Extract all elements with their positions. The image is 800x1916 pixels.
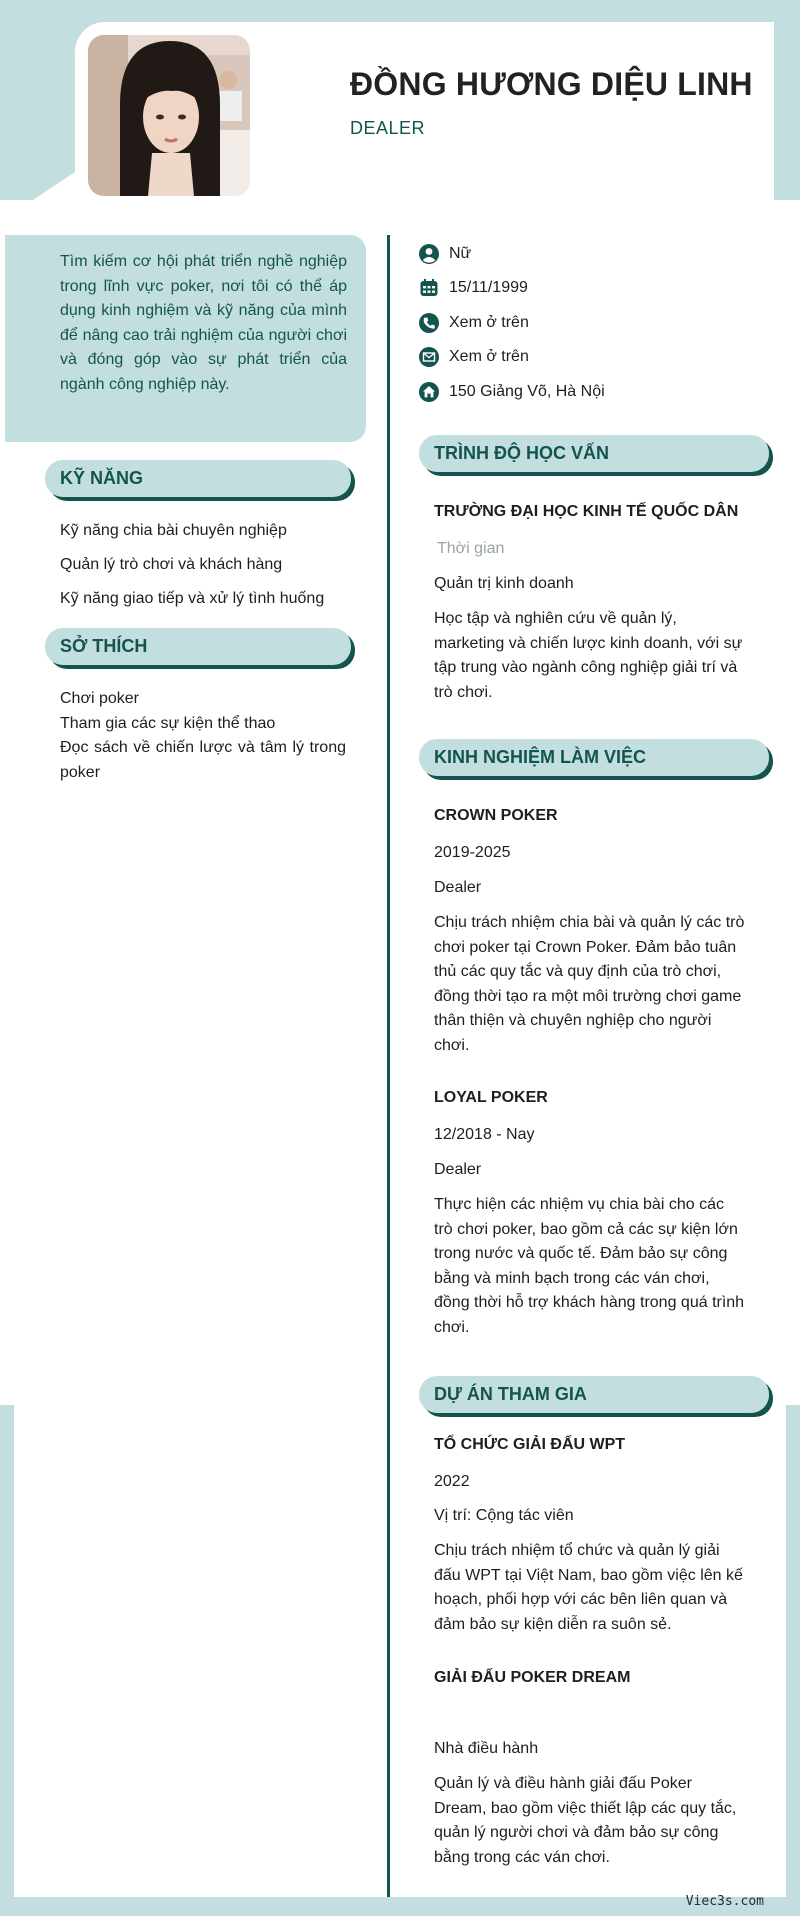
home-icon — [419, 382, 439, 402]
column-divider — [387, 235, 390, 1897]
objective-text: Tìm kiếm cơ hội phát triển nghề nghiệp trong lĩnh vực poker, nơi tôi có thể áp dụng kinh nghiệm và kỹ năng của mình để nâng cao trải nghiệm của người chơi và đóng góp vào sự phát triển của ngành công nghiệp này. — [60, 253, 347, 393]
objective-box — [5, 235, 366, 442]
hobbies-heading: SỞ THÍCH — [45, 628, 351, 665]
experience-heading: KINH NGHIỆM LÀM VIỆC — [419, 739, 769, 776]
hobby-item: Đọc sách về chiến lược và tâm lý trong poker — [60, 739, 346, 781]
education-time: Thời gian — [437, 540, 505, 557]
projects-heading: DỰ ÁN THAM GIA — [419, 1376, 769, 1413]
hobbies-list — [60, 687, 346, 785]
project-name: GIẢI ĐẤU POKER DREAM — [434, 1669, 631, 1686]
candidate-name: ĐỒNG HƯƠNG DIỆU LINH — [350, 66, 753, 102]
address-value: 150 Giảng Võ, Hà Nội — [449, 383, 605, 400]
project-description: Quản lý và điều hành giải đấu Poker Dream, bao gồm việc thiết lập các quy tắc, quản lý người chơi và đảm bảo sự công bằng trong các ván chơi. — [434, 1775, 737, 1866]
job-company: CROWN POKER — [434, 807, 558, 824]
site-watermark: Viec3s.com — [685, 1894, 764, 1909]
project-name: TỔ CHỨC GIẢI ĐẤU WPT — [434, 1436, 626, 1453]
education-description: Học tập và nghiên cứu về quản lý, marketing và chiến lược kinh doanh, với sự tập trung vào ngành công nghiệp giải trí và trò chơi. — [434, 610, 743, 701]
profile-photo — [88, 35, 250, 196]
footer-band — [0, 1897, 800, 1916]
project-role: Vị trí: Cộng tác viên — [434, 1507, 574, 1524]
candidate-position: DEALER — [350, 118, 426, 138]
contact-email — [419, 347, 529, 367]
phone-icon — [419, 313, 439, 333]
job-description: Thực hiện các nhiệm vụ chia bài cho các trò chơi poker, bao gồm cả các sự kiện lớn trong nước và quốc tế. Đảm bảo sự công bằng và minh bạch trong các ván chơi, đồng thời hỗ trợ khách hàng trong quá trình chơi. — [434, 1196, 745, 1336]
email-value: Xem ở trên — [449, 348, 529, 365]
header-band-right — [774, 22, 800, 200]
skills-heading: KỸ NĂNG — [45, 460, 351, 497]
contact-birthday — [419, 278, 528, 298]
side-band-right — [786, 1405, 800, 1916]
education-school: TRƯỜNG ĐẠI HỌC KINH TẾ QUỐC DÂN — [434, 503, 739, 520]
contact-address — [419, 382, 605, 402]
side-band-left — [0, 1405, 14, 1916]
birthday-value: 15/11/1999 — [449, 279, 528, 296]
header-panel — [248, 22, 774, 202]
project-role: Nhà điều hành — [434, 1740, 539, 1757]
hobby-item: Tham gia các sự kiện thể thao — [60, 714, 276, 732]
job-role: Dealer — [434, 879, 482, 896]
project-description: Chịu trách nhiệm tổ chức và quản lý giải đấu WPT tại Việt Nam, bao gồm việc lên kế hoạch, phối hợp với các bên liên quan và đảm bảo sự kiện diễn ra suôn sẻ. — [434, 1542, 743, 1633]
education-major: Quản trị kinh doanh — [434, 575, 574, 592]
job-period: 2019-2025 — [434, 844, 511, 861]
gender-value: Nữ — [449, 245, 472, 262]
education-heading: TRÌNH ĐỘ HỌC VẤN — [419, 435, 769, 472]
skill-item: Kỹ năng giao tiếp và xử lý tình huống — [60, 590, 325, 607]
user-icon — [419, 244, 439, 264]
contact-gender — [419, 244, 471, 264]
skill-item: Kỹ năng chia bài chuyên nghiệp — [60, 522, 287, 539]
skill-item: Quản lý trò chơi và khách hàng — [60, 556, 283, 573]
hobby-item: Chơi poker — [60, 690, 139, 707]
job-period: 12/2018 - Nay — [434, 1126, 535, 1143]
contact-phone — [419, 313, 529, 333]
mail-icon — [419, 347, 439, 367]
job-company: LOYAL POKER — [434, 1089, 548, 1106]
job-role: Dealer — [434, 1161, 482, 1178]
calendar-icon — [419, 278, 439, 298]
phone-value: Xem ở trên — [449, 314, 529, 331]
job-description: Chịu trách nhiệm chia bài và quản lý các trò chơi poker tại Crown Poker. Đảm bảo tuân thủ các quy tắc và quy định của trò chơi, đồng thời tạo ra một môi trường chơi game thân thiện và chuyên nghiệp cho người chơi. — [434, 914, 745, 1054]
project-year: 2022 — [434, 1473, 470, 1490]
